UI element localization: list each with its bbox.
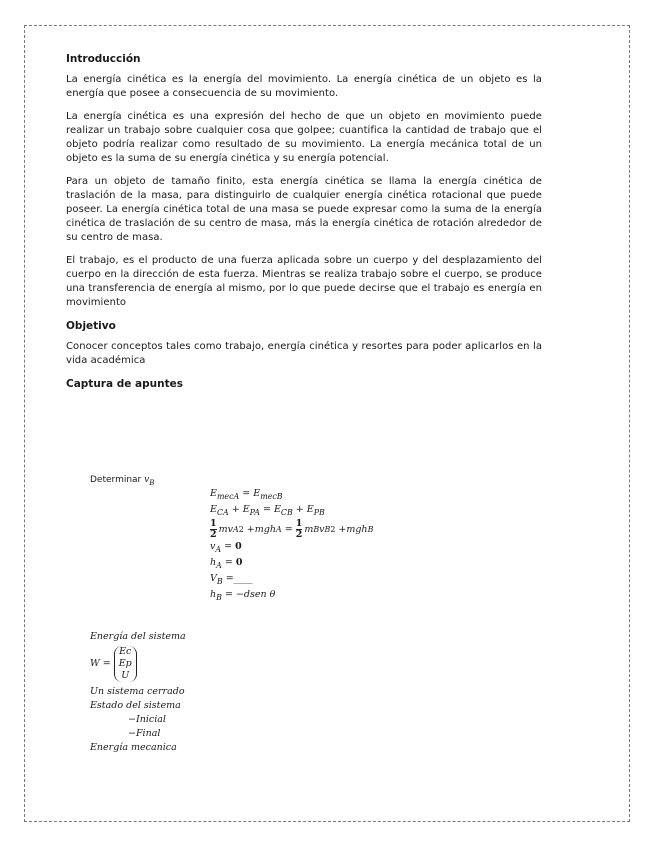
determine-label: Determinar (90, 475, 142, 485)
notes-heading: Captura de apuntes (66, 378, 183, 390)
work-lhs: W = (90, 658, 111, 669)
determine-variable: $v_B$ (144, 475, 155, 487)
objective-heading: Objetivo (66, 320, 116, 332)
intro-paragraph-1: La energía cinética es la energía del movimiento. La energía cinética de un objeto es la energía que posee a consecuencia de su movimiento. (66, 74, 542, 99)
intro-paragraph-4: El trabajo, es el producto de una fuerza aplicada sobre un cuerpo y del desplazamiento del cuerpo en la dirección de esta fuerza. Mientras se realiza trabajo sobre el cuerpo, se produce una transferencia de energía al mismo, por lo que puede decirse que el trabajo es energía en movimiento (66, 255, 542, 308)
closed-system: Un sistema cerrado (90, 686, 185, 697)
equation-5: $h_A = 0$ (210, 557, 243, 571)
mechanical-energy: Energía mecanica (90, 742, 177, 753)
intro-heading: Introducción (66, 53, 141, 65)
system-notes (90, 630, 186, 755)
equation-2: $E_{CA} + E_{PA} = E_{CB} + E_{PB}$ (210, 504, 325, 517)
intro-paragraph-2: La energía cinética es una expresión del hecho de que un objeto en movimiento puede realizar un trabajo sobre cualquier cosa que golpee; cuantifica la cantidad de trabajo que el objeto podría realizar como resultado de su movimiento. La energía mecánica total de un objeto es la suma de su energía cinética y su energía potencial. (66, 111, 542, 164)
energy-item-u: U (121, 670, 130, 681)
state-initial: −Inicial (128, 714, 166, 725)
objective-paragraph: Conocer conceptos tales como trabajo, energía cinética y resortes para poder aplicarlos en la vida académica (66, 341, 542, 366)
energy-list (114, 646, 137, 682)
equation-3: 1 2 mv A 2 + mgh A = 1 2 m B v B 2 + mgh B (210, 518, 374, 541)
energy-item-ec: Ec (119, 646, 132, 657)
determine-line (90, 474, 154, 489)
equation-4: $v_A = 0$ (210, 541, 242, 555)
state-final: −Final (128, 728, 161, 739)
equations-block (210, 487, 373, 605)
system-title: Energía del sistema (90, 631, 186, 642)
intro-paragraph-3: Para un objeto de tamaño finito, esta energía cinética se llama la energía cinética de traslación de la masa, para distinguirlo de cualquier energía cinética rotacional que puede poseer. La energía cinética total de una masa se puede expresar como la suma de la energía cinética de traslación de su centro de masa, más la energía cinética de rotación alrededor de su centro de masa. (66, 176, 542, 243)
equation-6: $V_B$ =____ (210, 573, 253, 587)
work-brace (90, 646, 186, 682)
energy-item-ep: Ep (118, 658, 132, 669)
system-state: Estado del sistema (90, 700, 181, 711)
equation-1: $E_{mecA} = E_{mecB}$ (210, 488, 283, 501)
document-content (66, 52, 542, 398)
equation-7: $h_B$ = −dsen θ (210, 589, 276, 603)
